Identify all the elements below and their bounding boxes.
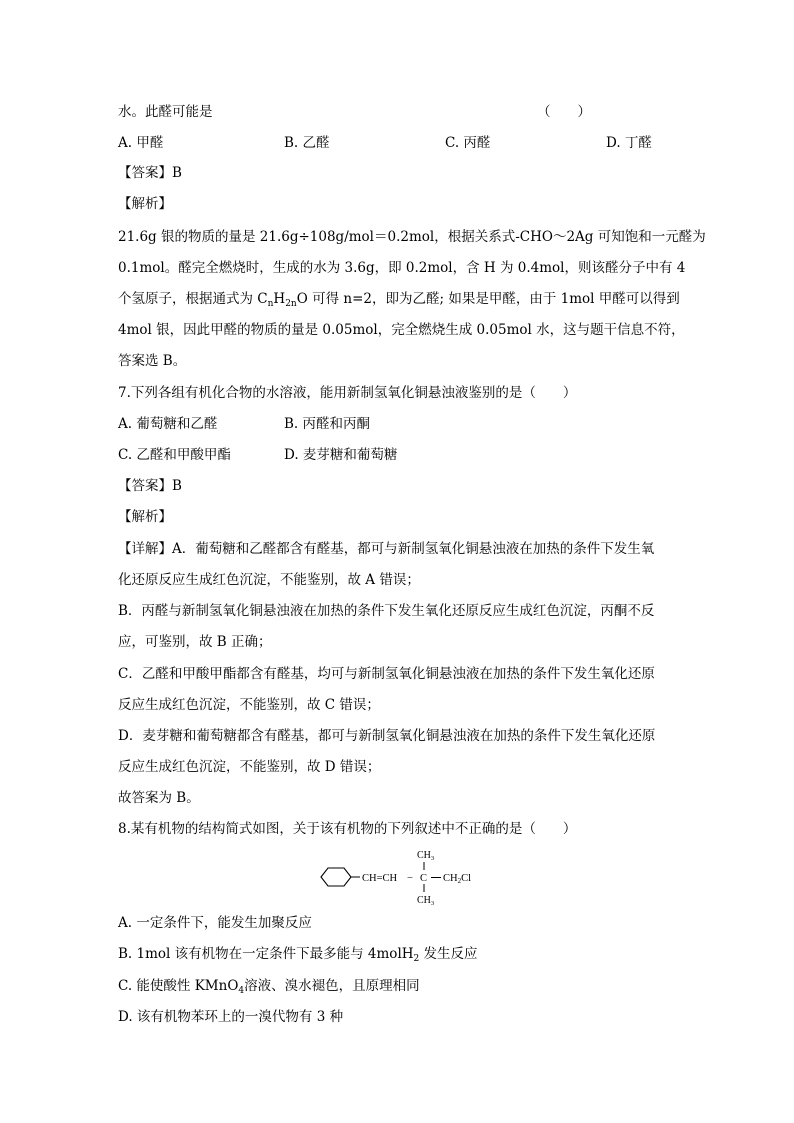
quaternary-carbon: C [420,873,428,884]
q6-analysis-line: 21.6g 银的物质的量是 21.6g÷108g/mol＝0.2mol，根据关系式-CHO～2Ag 可知饱和一元醛为 [118,229,706,245]
q6-analysis-text: H [273,291,286,307]
q6-stem-tail: 水。此醛可能是 [118,104,213,120]
q7-analysis-line: B．丙醛与新制氢氧化铜悬浊液在加热的条件下发生氧化还原反应生成红色沉淀，丙酮不反 [118,603,655,619]
q6-analysis-text: O 可得 n=2，即为乙醛; 如果是甲醛，由于 1mol 甲醛可以得到 [296,291,680,307]
q6-analysis-line: 4mol 银，因此甲醛的物质的量是 0.05mol，完全燃烧生成 0.05mol 水，这与题干信息不符， [118,322,685,338]
q8-subscript: 4 [238,986,245,996]
methyl-bottom: $CH_3$ [417,895,435,906]
q6-analysis-line [118,290,680,308]
q7-answer: 【答案】B [118,478,182,494]
q8-option-b [118,945,478,963]
q6-analysis-text: 个氢原子，根据通式为 C [118,291,268,307]
q6-analysis-label: 【解析】 [118,196,172,212]
q6-paren: （ ） [537,104,591,120]
methyl-top: $CH_3$ [417,850,435,862]
q7-option-c: C. 乙醛和甲酸甲酯 [118,447,231,463]
q7-analysis-line: 【详解】A．葡萄糖和乙醛都含有醛基，都可与新制氢氧化铜悬浊液在加热的条件下发生氧 [118,541,655,557]
q8-option-b-text: 发生反应 [419,946,478,962]
q7-option-b: B. 丙醛和丙酮 [284,416,371,432]
q6-subscript: 2n [285,299,297,309]
q8-option-c-text: 溶液、溴水褪色，且原理相同 [244,978,420,994]
chain-label: CH=CH [362,873,398,884]
q8-option-c [118,977,420,995]
q7-analysis-line: 反应生成红色沉淀，不能鉴别，故 D 错误； [118,759,381,775]
q7-stem: 7.下列各组有机化合物的水溶液，能用新制氢氧化铜悬浊液鉴别的是（ ） [118,385,577,401]
q6-option-a: A. 甲醛 [118,135,164,151]
q7-analysis-line: 化还原反应生成红色沉淀，不能鉴别，故 A 错误； [118,572,420,588]
q8-option-a: A. 一定条件下，能发生加聚反应 [118,915,312,931]
q7-analysis-line: 故答案为 B。 [118,790,200,806]
q7-analysis-label: 【解析】 [118,509,172,525]
q8-stem: 8.某有机物的结构简式如图，关于该有机物的下列叙述中不正确的是（ ） [118,821,577,837]
q8-option-d: D. 该有机物苯环上的一溴代物有 3 种 [118,1009,344,1025]
q6-subscript: n [267,299,274,309]
q6-analysis-line: 答案选 B。 [118,353,187,369]
q6-option-b: B. 乙醛 [284,135,330,151]
q8-subscript: 2 [413,954,420,964]
q6-answer: 【答案】B [118,165,182,181]
q7-option-a: A. 葡萄糖和乙醛 [118,416,218,432]
q7-analysis-line: 应，可鉴别，故 B 正确； [118,634,272,650]
chain-dash: − [407,873,413,884]
q6-analysis-line: 0.1mol。醛完全燃烧时，生成的水为 3.6g，即 0.2mol，含 H 为 0.4mol，则该醛分子中有 4 [118,260,686,276]
q7-analysis-line: C．乙醛和甲酸甲酯都含有醛基，均可与新制氢氧化铜悬浊液在加热的条件下发生氧化还原 [118,666,655,682]
q8-option-b-text: B. 1mol 该有机物在一定条件下最多能与 4molH [118,946,414,962]
q6-option-d: D. 丁醛 [606,135,652,151]
q7-option-d: D. 麦芽糖和葡萄糖 [284,447,398,463]
chloromethyl-group: CH2Cl [443,873,472,885]
q7-analysis-line: 反应生成红色沉淀，不能鉴别，故 C 错误； [118,697,380,713]
q8-option-c-text: C. 能使酸性 KMnO [118,978,239,994]
q7-analysis-line: D．麦芽糖和葡萄糖都含有醛基，都可与新制氢氧化铜悬浊液在加热的条件下发生氧化还原 [118,728,656,744]
benzene-ring [321,868,351,886]
structural-formula [318,848,498,906]
q6-option-c: C. 丙醛 [445,135,491,151]
